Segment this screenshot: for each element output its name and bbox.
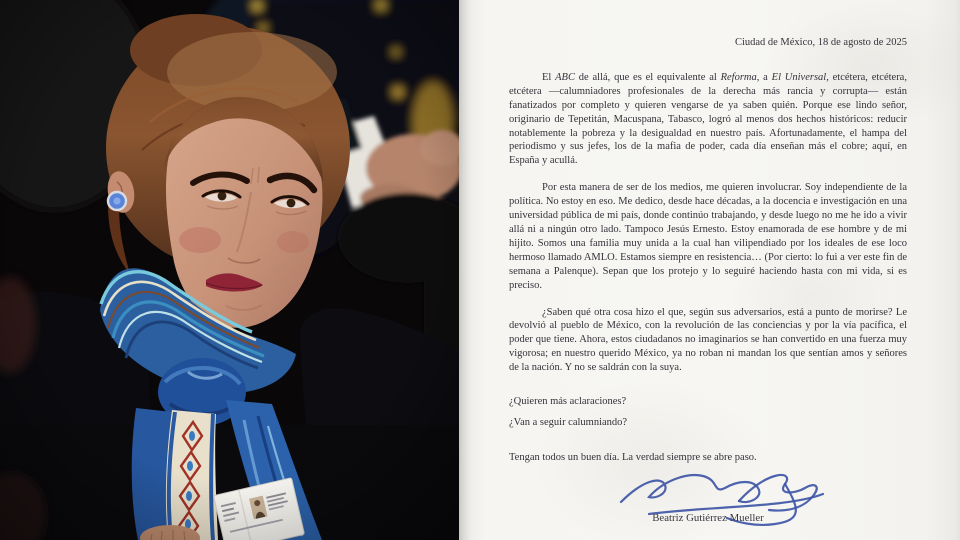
letter-date: Ciudad de México, 18 de agosto de 2025 bbox=[734, 37, 907, 48]
letter-question-1: ¿Quieren más aclaraciones? bbox=[509, 396, 627, 408]
letter-document bbox=[459, 0, 960, 540]
letter-body bbox=[509, 71, 907, 375]
signature-block bbox=[509, 466, 907, 540]
portrait-illustration bbox=[0, 0, 459, 540]
letter-paragraph: Por esta manera de ser de los medios, me quieren involucrar. Soy independiente de la política. No estoy en eso. Me dedico, desde hace décadas, a la docencia e investigación en una universidad pública de mi país, donde continúo trabajando, y desde luego no me he ido a vivir allá ni a ningún otro lado. Tampoco Jesús Ernesto. Estoy enamorada de ese hombre y de mi hijito. Somos una familia muy unida a la cual han vilipendiado por los ideales de ese loco hermoso llamado AMLO. Estamos siempre en resistencia… (Por cierto: lo fui a ver este fin de semana a Palenque). Sepan que los protejo y lo seguiré haciendo hasta con mi vida, si es preciso. bbox=[509, 182, 907, 291]
letter-paragraph: ¿Saben qué otra cosa hizo el que, según sus adversarios, está a punto de morirse? Le devolvió al pueblo de México, con la revolución de las conciencias y por la vía pacífica, el poder que tiene. Ahora, estos ciudadanos no imaginarios se han convertido en una fuerza muy vigorosa; en nuestro querido México, ya no roban ni mandan los que sentían amos y señores de la nación. Y no se saldrán con la suya. bbox=[509, 306, 907, 374]
letter-content bbox=[509, 0, 907, 540]
letter-closing: Tengan todos un buen día. La verdad siempre se abre paso. bbox=[509, 451, 757, 463]
vignette bbox=[0, 0, 459, 540]
photo-pane bbox=[0, 0, 459, 540]
letter-question-2: ¿Van a seguir calumniando? bbox=[509, 416, 628, 428]
signature-name: Beatriz Gutiérrez Mueller bbox=[652, 511, 764, 524]
letter-paragraph: El ABC de allá, que es el equivalente al Reforma, a El Universal, etcétera, etcétera, etcétera —calumniadores profesionales de la derecha más rancia y corrupta— están fanatizados por completo y quieren vengarse de ya saben quién. Porque ese lindo señor, originario de Tepetitán, Macuspana, Tabasco, logró al menos dos hechos históricos: reducir notablemente la pobreza y la desigualdad en nuestro país. Afortunadamente, el hampa del periodismo y sus jefes, los de la mafia de poder, cada día enseñan más el cobre; aquí, en España y acullá. bbox=[509, 71, 907, 167]
